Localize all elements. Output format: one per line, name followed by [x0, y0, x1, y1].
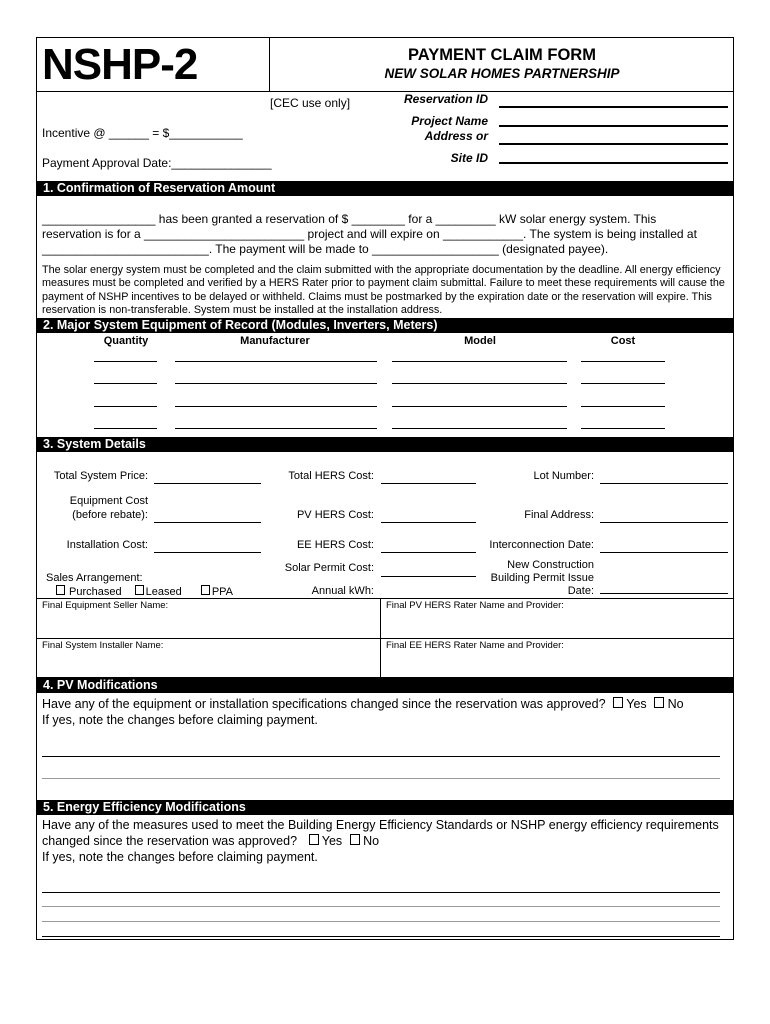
equipment-cost-label-2: (before rebate): [72, 509, 148, 521]
new-construction-label-1: New Construction [507, 559, 594, 571]
sales-options [56, 585, 233, 598]
incentive-field[interactable]: Incentive @ ______ = $___________ [42, 126, 243, 140]
pv-hers-cost-input[interactable] [381, 522, 476, 523]
total-hers-cost-label: Total HERS Cost: [288, 470, 374, 482]
col-manufacturer: Manufacturer [240, 335, 310, 347]
address-or-label: Address or [424, 129, 488, 143]
site-id-label: Site ID [450, 151, 488, 165]
final-address-label: Final Address: [524, 509, 594, 521]
reservation-line-3[interactable]: _________________________. The payment will be made to ___________________ (designated payee). [42, 242, 609, 256]
final-address-input[interactable] [600, 522, 728, 523]
pv-modifications-question [42, 697, 684, 711]
col-model: Model [464, 335, 496, 347]
model-input[interactable] [392, 406, 567, 407]
reservation-line-2[interactable]: reservation is for a ________________________ project and will expire on ____________. The system is being installed at [42, 227, 697, 241]
col-cost: Cost [610, 335, 636, 347]
model-input[interactable] [392, 428, 567, 429]
pv-yes-label: Yes [626, 697, 647, 711]
reservation-line-1[interactable]: _________________ has been granted a reservation of $ ________ for a _________ kW solar energy system. This [42, 212, 657, 226]
ppa-label: PPA [211, 586, 234, 598]
model-input[interactable] [392, 361, 567, 362]
quantity-input[interactable] [94, 428, 157, 429]
ee-changes-line[interactable] [42, 921, 720, 922]
sales-arrangement-label: Sales Arrangement: [46, 572, 143, 584]
equipment-cost-label-1: Equipment Cost [69, 495, 148, 507]
section1-header: 1. Confirmation of Reservation Amount [37, 181, 733, 196]
ee-no-checkbox[interactable] [350, 834, 360, 845]
pv-changes-line[interactable] [42, 756, 720, 757]
section2-header: 2. Major System Equipment of Record (Modules, Inverters, Meters) [37, 318, 733, 333]
total-system-price-label: Total System Price: [53, 470, 148, 482]
site-id-input[interactable] [499, 162, 728, 164]
ee-question-line-1: Have any of the measures used to meet the Building Energy Efficiency Standards or NSHP energy efficiency requirements [42, 818, 719, 832]
ee-changes-line[interactable] [42, 892, 720, 893]
reservation-id-label: Reservation ID [403, 92, 488, 106]
form-title: PAYMENT CLAIM FORM [408, 46, 596, 64]
ee-no-label: No [363, 834, 380, 848]
total-system-price-input[interactable] [154, 483, 261, 484]
payment-approval-date[interactable]: Payment Approval Date:_______________ [42, 156, 272, 170]
ee-question-text: changed since the reservation was approved? [42, 834, 298, 848]
reservation-id-input[interactable] [499, 106, 728, 108]
ee-changes-line[interactable] [42, 906, 720, 907]
pv-note: If yes, note the changes before claiming payment. [42, 713, 318, 727]
solar-permit-cost-label: Solar Permit Cost: [284, 562, 374, 574]
cost-input[interactable] [581, 406, 665, 407]
cost-input[interactable] [581, 361, 665, 362]
leased-checkbox[interactable] [135, 585, 144, 595]
ee-yes-checkbox[interactable] [309, 834, 319, 845]
section4-header: 4. PV Modifications [37, 678, 733, 693]
col-quantity: Quantity [103, 335, 149, 347]
lot-number-label: Lot Number: [533, 470, 594, 482]
form-subtitle: NEW SOLAR HOMES PARTNERSHIP [384, 66, 620, 81]
pv-question-text: Have any of the equipment or installation specifications changed since the reservation was approved? [42, 697, 606, 711]
manufacturer-input[interactable] [175, 406, 377, 407]
pv-hers-cost-label: PV HERS Cost: [296, 509, 374, 521]
form-id: NSHP-2 [42, 40, 198, 89]
solar-permit-cost-input[interactable] [381, 576, 476, 577]
names-grid-middle [36, 638, 734, 639]
equipment-cost-input[interactable] [154, 522, 261, 523]
ee-changes-line[interactable] [42, 936, 720, 937]
quantity-input[interactable] [94, 406, 157, 407]
annual-kwh-label: Annual kWh: [311, 585, 374, 597]
project-name-input[interactable] [499, 125, 728, 127]
manufacturer-input[interactable] [175, 428, 377, 429]
system-installer-field[interactable]: Final System Installer Name: [42, 640, 164, 651]
ee-note: If yes, note the changes before claiming payment. [42, 850, 318, 864]
new-construction-label-2: Building Permit Issue [490, 572, 594, 584]
address-input[interactable] [499, 143, 728, 145]
pv-no-label: No [667, 697, 684, 711]
pv-yes-checkbox[interactable] [613, 697, 623, 708]
interconnection-date-input[interactable] [600, 552, 728, 553]
cost-input[interactable] [581, 383, 665, 384]
pv-no-checkbox[interactable] [654, 697, 664, 708]
manufacturer-input[interactable] [175, 383, 377, 384]
ee-hers-cost-input[interactable] [381, 552, 476, 553]
ee-modifications-question [42, 834, 379, 848]
total-hers-cost-input[interactable] [381, 483, 476, 484]
lot-number-input[interactable] [600, 483, 728, 484]
quantity-input[interactable] [94, 361, 157, 362]
ee-hers-rater-field[interactable]: Final EE HERS Rater Name and Provider: [386, 640, 564, 651]
permit-date-input[interactable] [600, 593, 728, 594]
names-grid-top [36, 598, 734, 599]
quantity-input[interactable] [94, 383, 157, 384]
pv-hers-rater-field[interactable]: Final PV HERS Rater Name and Provider: [386, 600, 564, 611]
cost-input[interactable] [581, 428, 665, 429]
model-input[interactable] [392, 383, 567, 384]
ppa-checkbox[interactable] [201, 585, 210, 595]
pv-changes-line[interactable] [42, 778, 720, 779]
names-grid-divider [380, 598, 381, 677]
new-construction-label-3: Date: [567, 585, 594, 597]
equipment-seller-field[interactable]: Final Equipment Seller Name: [42, 600, 169, 611]
section3-header: 3. System Details [37, 437, 733, 452]
cec-use-only: [CEC use only] [270, 96, 351, 110]
purchased-checkbox[interactable] [56, 585, 65, 595]
project-name-label: Project Name [411, 114, 488, 128]
reservation-notice: The solar energy system must be completed and the claim submitted with the appropriate documentation by the deadline. All energy efficiency measures must be completed and verified by a HERS Rater prior to payment claim submittal. Failure to meet these requirements will cause the payment of NSHP incentives to be delayed or withheld. Claims must be postmarked by the expiration date or the reservation will expire. This reservation is non-transferable. System must be installed at the installation address. [42, 264, 725, 316]
manufacturer-input[interactable] [175, 361, 377, 362]
installation-cost-label: Installation Cost: [66, 539, 148, 551]
ee-hers-cost-label: EE HERS Cost: [296, 539, 374, 551]
ee-yes-label: Yes [321, 834, 343, 848]
interconnection-date-label: Interconnection Date: [489, 539, 594, 551]
installation-cost-input[interactable] [154, 552, 261, 553]
leased-label: Leased [145, 586, 182, 598]
section5-header: 5. Energy Efficiency Modifications [37, 800, 733, 815]
purchased-label: Purchased [69, 586, 122, 598]
